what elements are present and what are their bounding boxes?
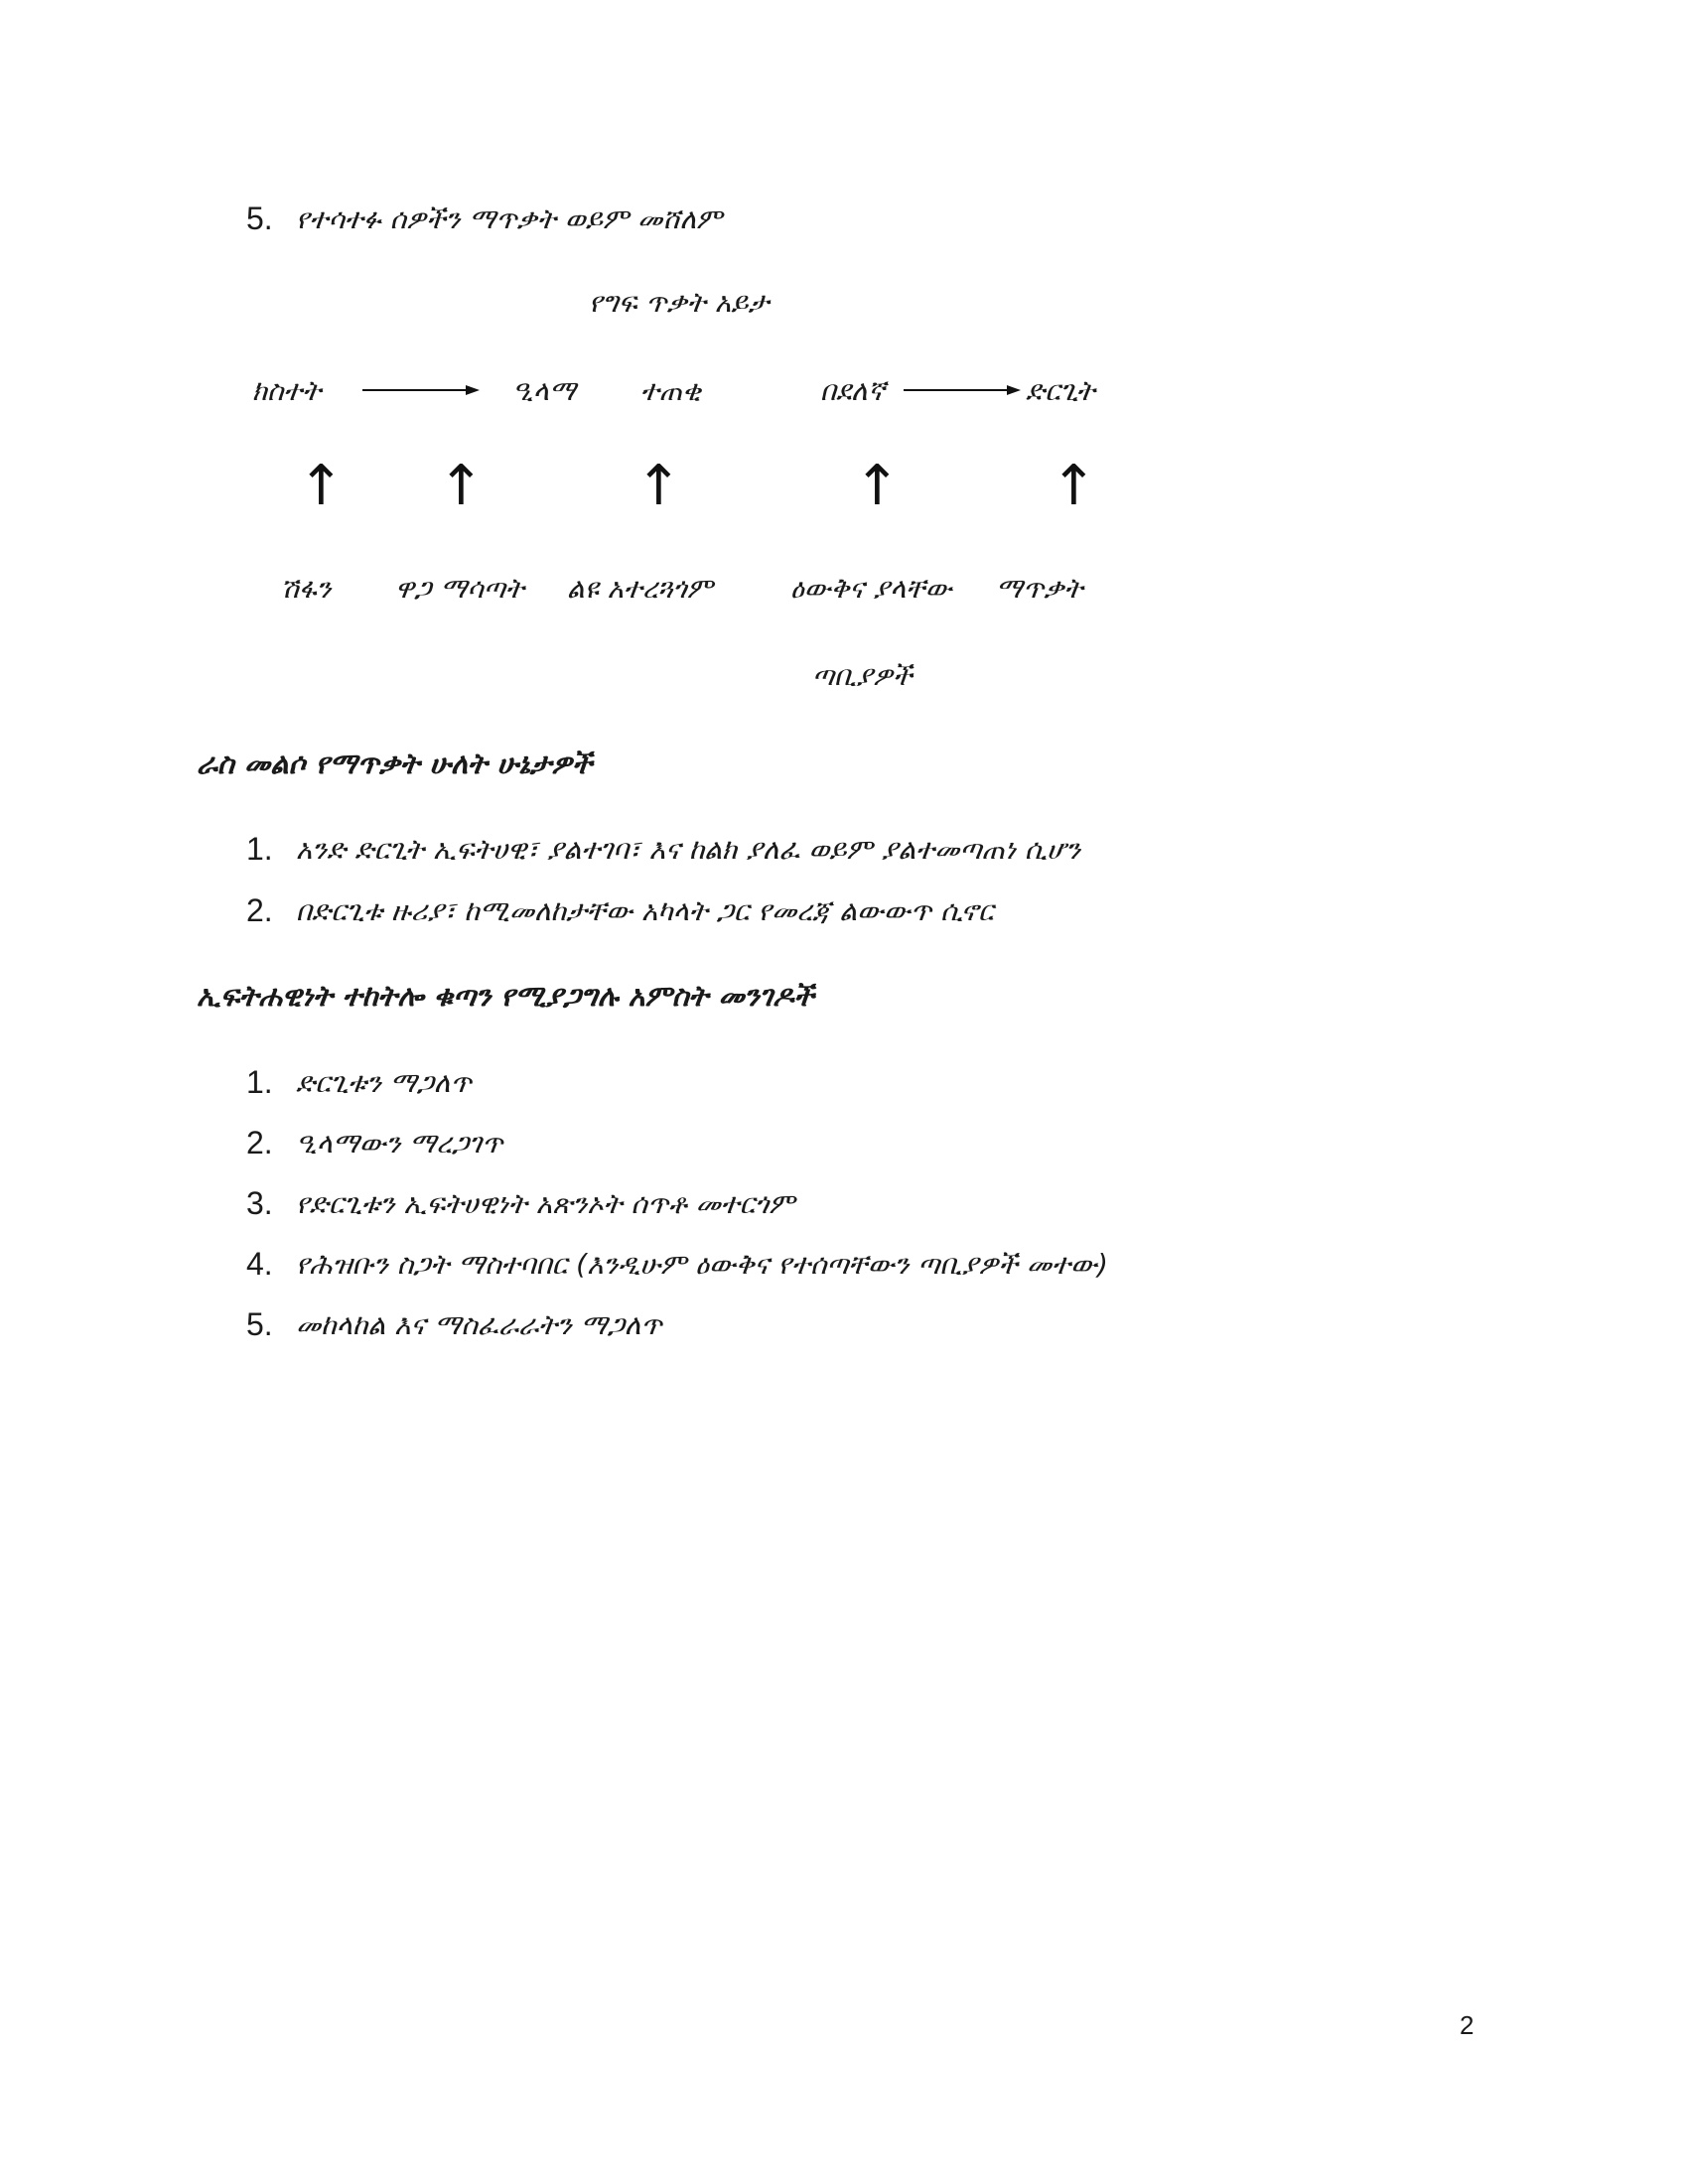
diagram-top-label: ክስተት [252,374,322,407]
right-arrow-icon [362,382,482,398]
page-number: 2 [1460,2010,1475,2040]
section-heading: ኢፍትሐዊነት ተከትሎ ቁጣን የሚያጋግሉ አምስት መንገዶች [197,979,814,1013]
list-text: የድርጊቱን ኢፍትሀዊነት አጽንኦት ሰጥቶ መተርጎም [296,1187,795,1220]
list-text: አንድ ድርጊት ኢፍትሀዊ፣ ያልተገባ፣ እና ከልክ ያለፈ ወይም ያልተመጣጠነ ሲሆን [296,833,1081,866]
diagram-bottom-label: ሽፋን [280,572,332,605]
list-number: 2. [246,1125,273,1160]
diagram-bottom-label: ልዩ አተረጓጎም [567,572,713,605]
list-number: 3. [246,1185,273,1221]
diagram-top-label: ተጠቂ [640,374,702,407]
diagram-top-label: ድርጊት [1026,374,1095,407]
list-text: ዒላማውን ማረጋገጥ [296,1127,503,1160]
list-number: 2. [246,892,273,928]
list-number: 5. [246,1306,273,1342]
diagram-bottom-label: ጣቢያዎች [812,659,913,692]
list-text: መከላከል እና ማስፈራራትን ማጋለጥ [296,1308,662,1341]
list-text: በድርጊቱ ዙሪያ፣ ከሚመለከታቸው አካላት ጋር የመረጃ ልውውጥ ሲኖር [296,894,994,927]
up-arrow-icon: ↑ [635,454,682,518]
diagram-top-label: በደለኛ [820,374,886,407]
up-arrow-icon: ↑ [1051,454,1097,518]
diagram-title: የግፍ ጥቃት አይታ [589,286,770,319]
list-number: 5. [246,201,273,236]
diagram-top-label: ዒላማ [512,374,576,407]
list-number: 1. [246,1064,273,1100]
up-arrow-icon: ↑ [438,454,485,518]
list-number: 1. [246,831,273,867]
list-number: 4. [246,1246,273,1282]
diagram-bottom-label: ማጥቃት [996,572,1083,605]
up-arrow-icon: ↑ [298,454,345,518]
right-arrow-icon [904,382,1023,398]
diagram-bottom-label: ዋጋ ማሳጣት [395,572,524,605]
list-text: የሕዝቡን ስጋት ማስተባበር (እንዲሁም ዕውቅና የተሰጣቸውን ጣቢያዎች መተው) [296,1248,1108,1281]
section-heading: ራስ መልሶ የማጥቃት ሁለት ሁኔታዎች [197,747,593,780]
list-text: የተሳተፉ ሰዎችን ማጥቃት ወይም መሸለም [296,203,723,235]
up-arrow-icon: ↑ [854,454,901,518]
diagram-bottom-label: ዕውቅና ያላቸው [790,572,952,605]
list-text: ድርጊቱን ማጋለጥ [296,1066,472,1099]
